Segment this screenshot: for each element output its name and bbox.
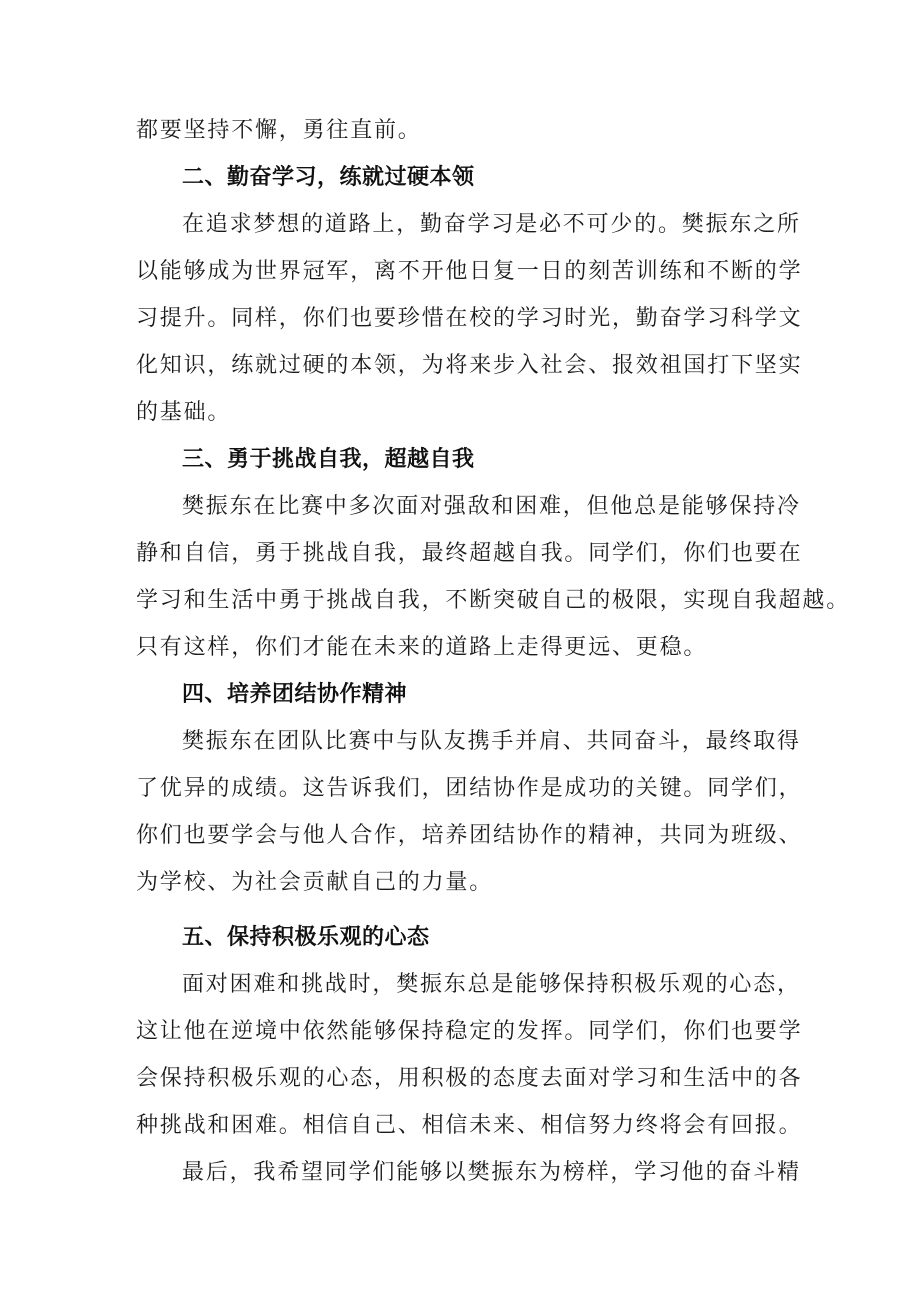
paragraph-line: 以能够成为世界冠军，离不开他日复一日的刻苦训练和不断的学 xyxy=(136,259,803,284)
paragraph-line: 了优异的成绩。这告诉我们，团结协作是成功的关键。同学们， xyxy=(136,776,803,801)
paragraph-line: 这让他在逆境中依然能够保持稳定的发挥。同学们，你们也要学 xyxy=(136,1019,803,1044)
paragraph-line: 樊振东在比赛中多次面对强敌和困难，但他总是能够保持冷 xyxy=(182,494,801,519)
section-heading-4: 四、培养团结协作精神 xyxy=(182,682,408,707)
paragraph-line: 樊振东在团队比赛中与队友携手并肩、共同奋斗，最终取得 xyxy=(182,729,801,754)
paragraph-line: 面对困难和挑战时，樊振东总是能够保持积极乐观的心态， xyxy=(182,972,801,997)
paragraph-line: 静和自信，勇于挑战自我，最终超越自我。同学们，你们也要在 xyxy=(136,541,803,566)
section-heading-2: 二、勤奋学习，练就过硬本领 xyxy=(182,165,475,190)
paragraph-line: 只有这样，你们才能在未来的道路上走得更远、更稳。 xyxy=(136,635,708,660)
section-heading-3: 三、勇于挑战自我，超越自我 xyxy=(182,447,475,472)
paragraph-line: 在追求梦想的道路上，勤奋学习是必不可少的。樊振东之所 xyxy=(182,212,801,237)
paragraph-line: 的基础。 xyxy=(136,400,232,425)
paragraph-line: 种挑战和困难。相信自己、相信未来、相信努力终将会有回报。 xyxy=(136,1113,803,1138)
paragraph-line: 会保持积极乐观的心态，用积极的态度去面对学习和生活中的各 xyxy=(136,1066,803,1091)
paragraph-line: 习提升。同样，你们也要珍惜在校的学习时光，勤奋学习科学文 xyxy=(136,306,803,331)
paragraph-line: 最后，我希望同学们能够以樊振东为榜样，学习他的奋斗精 xyxy=(182,1160,801,1185)
paragraph-line: 你们也要学会与他人合作，培养团结协作的精神，共同为班级、 xyxy=(136,823,803,848)
paragraph-line: 都要坚持不懈，勇往直前。 xyxy=(136,118,422,143)
paragraph-line: 学习和生活中勇于挑战自我，不断突破自己的极限，实现自我超越。 xyxy=(136,588,851,613)
section-spacer xyxy=(136,906,796,914)
paragraph-line: 为学校、为社会贡献自己的力量。 xyxy=(136,870,494,895)
document-body xyxy=(136,107,851,1196)
paragraph-line: 化知识，练就过硬的本领，为将来步入社会、报效祖国打下坚实 xyxy=(136,353,803,378)
section-heading-5: 五、保持积极乐观的心态 xyxy=(182,925,430,950)
